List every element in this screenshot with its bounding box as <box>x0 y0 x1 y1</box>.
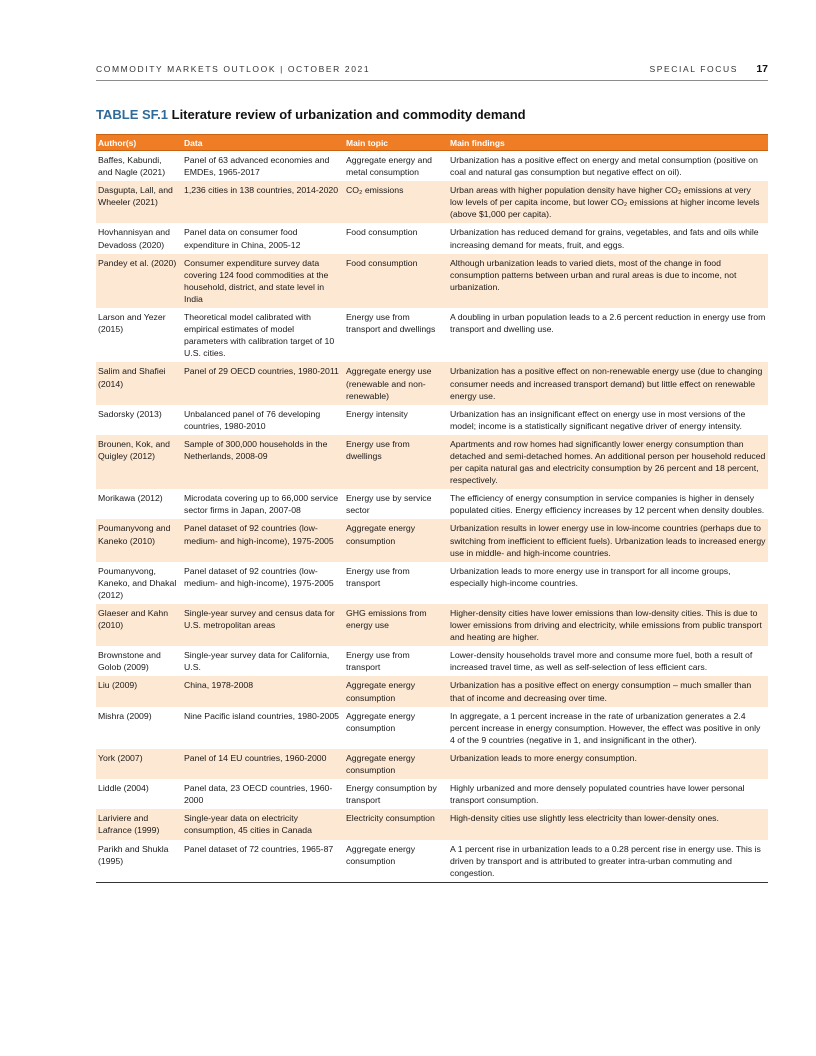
cell-author: Glaeser and Kahn (2010) <box>98 608 169 631</box>
cell-data: Panel data, 23 OECD countries, 1960-2000 <box>184 783 333 806</box>
cell-findings: Lower-density households travel more and consume more fuel, both a result of increased travel time, as well as self-selection of less efficient cars. <box>450 650 753 673</box>
table-label: TABLE SF.1 <box>96 107 168 122</box>
cell-topic: CO₂ emissions <box>346 185 404 196</box>
cell-findings: Urbanization has a positive effect on non-renewable energy use (due to changing consumer needs and increased transport demand) but little effect on renewable energy use. <box>450 366 763 401</box>
table-row <box>96 151 768 181</box>
cell-topic: Aggregate energy consumption <box>346 843 416 866</box>
cell-topic: Energy use from transport <box>346 565 410 588</box>
cell-findings: Urbanization has an insignificant effect on energy use in most versions of the model; income is a statistically significant negative driver of energy intensity. <box>450 408 746 431</box>
table-row <box>96 604 768 646</box>
page-number: 17 <box>756 63 768 75</box>
publication-title: COMMODITY MARKETS OUTLOOK | OCTOBER 2021 <box>96 64 371 74</box>
cell-topic: Energy use from transport <box>346 650 410 673</box>
cell-data: Sample of 300,000 households in the Netherlands, 2008-09 <box>184 438 328 461</box>
cell-author: Larson and Yezer (2015) <box>98 312 166 335</box>
table-row <box>96 435 768 489</box>
cell-author: Poumanyvong and Kaneko (2010) <box>98 523 171 546</box>
cell-findings: Urbanization leads to more energy use in transport for all income groups, especially high-income countries. <box>450 565 731 588</box>
cell-author: Liddle (2004) <box>98 783 149 794</box>
cell-findings: Urbanization has reduced demand for grains, vegetables, and fats and oils while increasing demand for meats, fruit, and eggs. <box>450 227 759 250</box>
cell-data: Panel dataset of 72 countries, 1965-87 <box>184 843 334 854</box>
cell-author: Sadorsky (2013) <box>98 408 162 419</box>
table-caption: Literature review of urbanization and commodity demand <box>171 107 526 122</box>
cell-data: Theoretical model calibrated with empirical estimates of model parameters with calibration target of 10 U.S. cities. <box>184 312 335 359</box>
column-header-data: Data <box>184 137 203 148</box>
cell-author: Poumanyvong, Kaneko, and Dhakal (2012) <box>98 565 177 600</box>
cell-data: Consumer expenditure survey data covering 124 food commodities at the household, district, and state level in India <box>184 257 329 304</box>
cell-author: Morikawa (2012) <box>98 493 163 504</box>
cell-topic: Aggregate energy consumption <box>346 523 416 546</box>
table-row <box>96 362 768 404</box>
cell-topic: Food consumption <box>346 257 418 268</box>
cell-findings: Urbanization leads to more energy consumption. <box>450 752 637 763</box>
cell-data: Panel dataset of 92 countries (low- medium- and high-income), 1975-2005 <box>184 523 334 546</box>
cell-findings: Highly urbanized and more densely populated countries have lower personal transport consumption. <box>450 783 745 806</box>
cell-data: Nine Pacific island countries, 1980-2005 <box>184 710 340 721</box>
cell-topic: Energy intensity <box>346 408 408 419</box>
cell-author: Hovhannisyan and Devadoss (2020) <box>98 227 170 250</box>
cell-data: China, 1978-2008 <box>184 680 254 691</box>
cell-topic: Energy consumption by transport <box>346 783 437 806</box>
cell-author: Pandey et al. (2020) <box>98 257 177 268</box>
cell-data: Single-year survey and census data for U.S. metropolitan areas <box>184 608 335 631</box>
table-row <box>96 646 768 676</box>
cell-findings: Apartments and row homes had significantly lower energy consumption than detached and semi-detached homes. An additional person per household reduced per capita natural gas and electricity consumption by 26 percent and 18 percent, respectively. <box>450 438 766 486</box>
cell-author: Mishra (2009) <box>98 710 152 721</box>
column-header-topic: Main topic <box>346 137 389 148</box>
table-row <box>96 840 768 882</box>
cell-topic: Energy use from transport and dwellings <box>346 312 436 335</box>
table-row <box>96 308 768 362</box>
literature-table <box>96 134 768 883</box>
table-row <box>96 519 768 561</box>
section-label: SPECIAL FOCUS <box>649 64 738 74</box>
table-body <box>96 151 768 882</box>
table-row <box>96 779 768 809</box>
cell-findings: Urban areas with higher population density have higher CO₂ emissions at very low levels of per capita income, but lower CO₂ emissions at higher income levels (above $1,000 per capita). <box>450 185 760 220</box>
cell-data: Single-year data on electricity consumption, 45 cities in Canada <box>184 813 312 836</box>
cell-data: Unbalanced panel of 76 developing countries, 1980-2010 <box>184 408 321 431</box>
cell-data: 1,236 cities in 138 countries, 2014-2020 <box>184 185 339 196</box>
cell-author: Salim and Shafiei (2014) <box>98 366 166 389</box>
table-header-row <box>96 134 768 151</box>
cell-author: Parikh and Shukla (1995) <box>98 843 169 866</box>
cell-findings: Higher-density cities have lower emissions than low-density cities. This is due to lower emissions from driving and electricity, while emissions from public transport and heating are higher. <box>450 608 762 643</box>
table-title <box>96 107 776 122</box>
table-row <box>96 676 768 706</box>
running-header <box>96 64 768 81</box>
cell-author: York (2007) <box>98 752 143 763</box>
table-row <box>96 181 768 223</box>
cell-topic: Aggregate energy use (renewable and non-renewable) <box>346 366 432 401</box>
column-header-authors: Author(s) <box>98 137 137 148</box>
table-row <box>96 707 768 749</box>
cell-author: Lariviere and Lafrance (1999) <box>98 813 160 836</box>
cell-data: Panel of 63 advanced economies and EMDEs, 1965-2017 <box>184 155 330 178</box>
cell-author: Baffes, Kabundi, and Nagle (2021) <box>98 155 166 178</box>
table-row <box>96 562 768 604</box>
table-row <box>96 749 768 779</box>
cell-findings: Urbanization has a positive effect on energy consumption – much smaller than that of income and decreasing over time. <box>450 680 752 703</box>
table-row <box>96 223 768 253</box>
cell-topic: Energy use by service sector <box>346 493 432 516</box>
cell-data: Panel data on consumer food expenditure in China, 2005-12 <box>184 227 301 250</box>
cell-topic: Food consumption <box>346 227 418 238</box>
table-row <box>96 405 768 435</box>
cell-topic: Aggregate energy consumption <box>346 710 416 733</box>
cell-findings: Although urbanization leads to varied diets, most of the change in food consumption patterns between urban and rural areas is due to income, not urbanization. <box>450 257 737 292</box>
cell-data: Panel of 14 EU countries, 1960-2000 <box>184 752 327 763</box>
cell-findings: A doubling in urban population leads to a 2.6 percent reduction in energy use from transport and dwelling use. <box>450 312 766 335</box>
table-row <box>96 254 768 308</box>
cell-author: Dasgupta, Lall, and Wheeler (2021) <box>98 185 173 208</box>
table-row <box>96 809 768 839</box>
cell-topic: Aggregate energy consumption <box>346 752 416 776</box>
cell-data: Single-year survey data for California, U.S. <box>184 650 330 673</box>
cell-topic: Aggregate energy and metal consumption <box>346 155 432 178</box>
cell-findings: Urbanization results in lower energy use in low-income countries (perhaps due to switching from inefficient to efficient fuels). Urbanization leads to increased energy use in middle- and high-income countries. <box>450 523 766 558</box>
cell-topic: Aggregate energy consumption <box>346 680 416 703</box>
cell-findings: In aggregate, a 1 percent increase in the rate of urbanization generates a 2.4 percent increase in energy consumption. However, the effect was positive in only 4 of the 9 countries (negative in 1, and insignificant in the other). <box>450 710 761 745</box>
table-row <box>96 489 768 519</box>
column-header-findings: Main findings <box>450 137 505 148</box>
cell-author: Brounen, Kok, and Quigley (2012) <box>98 438 170 461</box>
cell-author: Liu (2009) <box>98 680 138 691</box>
cell-findings: The efficiency of energy consumption in service companies is higher in densely populated cities. Energy efficiency increases by 12 percent when density doubles. <box>450 493 765 516</box>
cell-data: Panel dataset of 92 countries (low- medium- and high-income), 1975-2005 <box>184 565 334 588</box>
cell-topic: Energy use from dwellings <box>346 438 410 461</box>
cell-data: Panel of 29 OECD countries, 1980-2011 <box>184 366 339 377</box>
cell-author: Brownstone and Golob (2009) <box>98 650 161 673</box>
cell-data: Microdata covering up to 66,000 service sector firms in Japan, 2007-08 <box>184 493 339 516</box>
cell-topic: Electricity consumption <box>346 813 435 824</box>
cell-findings: Urbanization has a positive effect on energy and metal consumption (positive on coal and natural gas consumption but negative effect on oil). <box>450 155 758 178</box>
cell-findings: A 1 percent rise in urbanization leads to a 0.28 percent rise in energy use. This is driven by transport and is attributed to greater intra-urban commuting and congestion. <box>450 843 761 878</box>
cell-findings: High-density cities use slightly less electricity than lower-density ones. <box>450 813 719 824</box>
cell-topic: GHG emissions from energy use <box>346 608 427 631</box>
